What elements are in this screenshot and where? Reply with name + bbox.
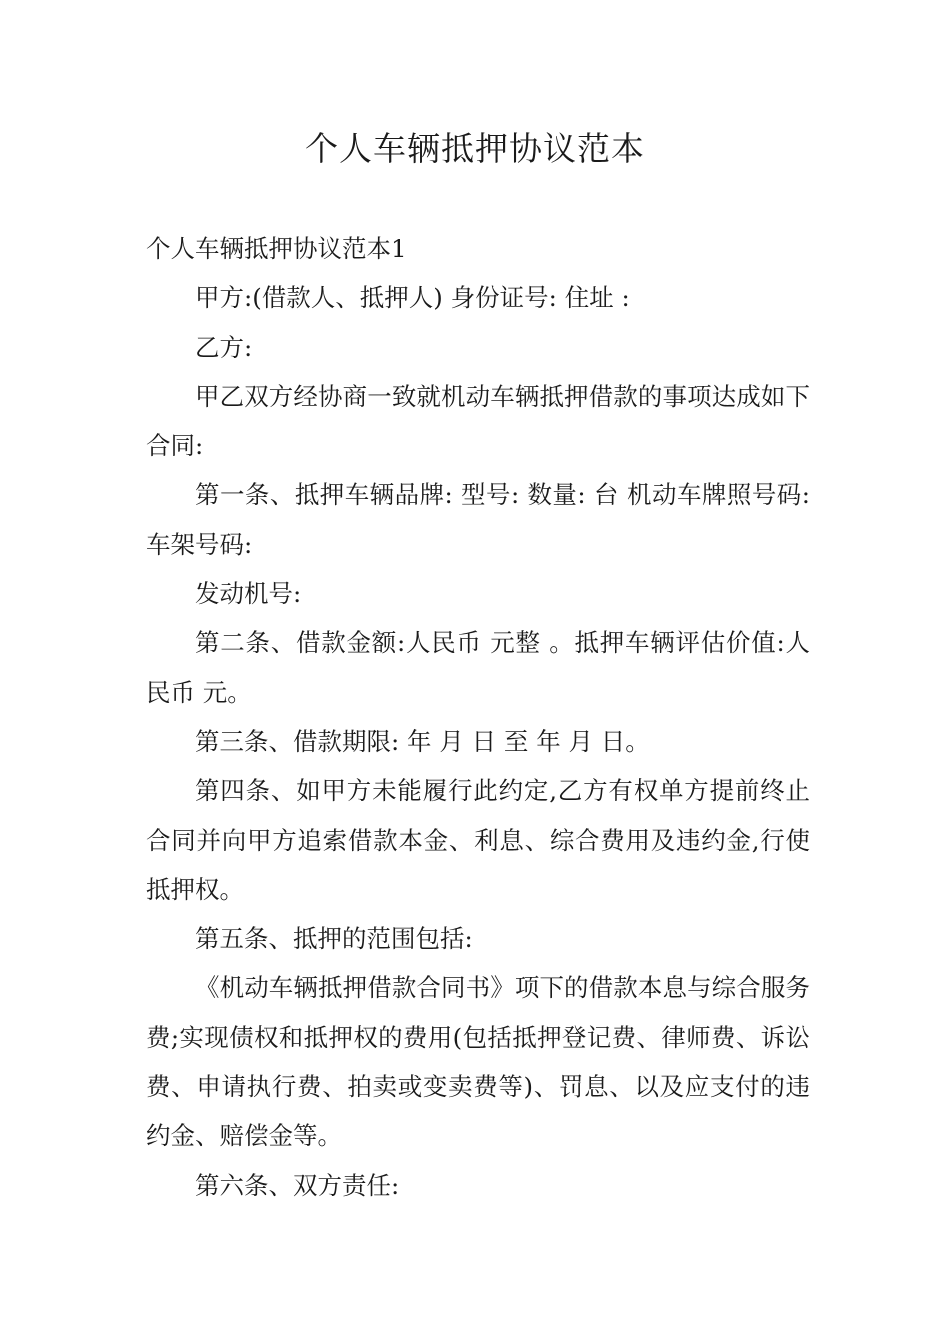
document-body (146, 224, 810, 1210)
paragraph-article-3: 第三条、借款期限: 年 月 日 至 年 月 日。 (195, 726, 650, 756)
paragraph-article-5: 第五条、抵押的范围包括: (195, 924, 473, 954)
document-title: 个人车辆抵押协议范本 (305, 129, 645, 168)
paragraph-article-2: 第二条、借款金额:人民币 元整 。抵押车辆评估价值:人民币 元。 (146, 628, 810, 707)
section-title: 个人车辆抵押协议范本1 (146, 234, 407, 263)
paragraph-party-b: 乙方: (195, 332, 253, 362)
paragraph-article-6: 第六条、双方责任: (195, 1170, 400, 1200)
paragraph-article-1: 第一条、抵押车辆品牌: 型号: 数量: 台 机动车牌照号码: 车架号码: (146, 480, 810, 559)
paragraph-party-a: 甲方:(借款人、抵押人) 身份证号: 住址 : (195, 283, 630, 313)
paragraph-article-4: 第四条、如甲方未能履行此约定,乙方有权单方提前终止合同并向甲方追索借款本金、利息、综合费用及违约金,行使抵押权。 (146, 776, 810, 904)
paragraph-article-5-scope: 《机动车辆抵押借款合同书》项下的借款本息与综合服务费;实现债权和抵押权的费用(包括抵押登记费、律师费、诉讼费、申请执行费、拍卖或变卖费等)、罚息、以及应支付的违约金、赔偿金等。 (146, 973, 810, 1151)
paragraph-engine-number: 发动机号: (195, 579, 302, 609)
paragraph-preamble: 甲乙双方经协商一致就机动车辆抵押借款的事项达成如下合同: (146, 381, 810, 461)
